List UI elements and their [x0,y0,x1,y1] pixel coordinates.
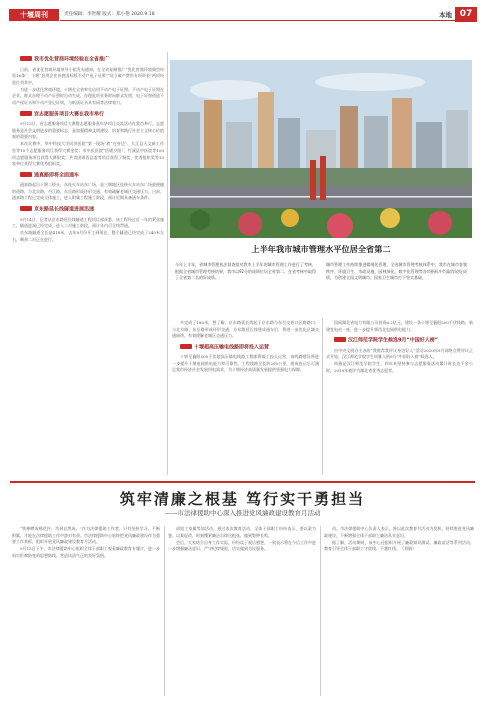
article-paragraph: 国网湖北省电力有限公司投资6.2亿元，建设一条十堰至襄阳500千伏线路，新建变电站一座，进一步提升鄂西北电网供电能力。 [326,320,473,332]
article-paragraph: 京东路隧道全长是418米，去年8月份开工到现在，整个隧道已经完成了240米左右，剩余二衬正在进行。 [12,230,164,242]
page-header [0,0,485,22]
city-photo [170,60,472,238]
section-divider [10,481,475,483]
column-divider [164,526,165,696]
right-column [326,320,473,375]
article-paragraph: 本次比赛中，华中科技大学同济医院“第一现场”救“在身边”、九江县天文新工作室等10个志愿服务项目获得大赛金奖；市中医医院“医暖夕阳”、竹溪县中医院等100项志愿服务项目获得大赛银奖；共青团郧西县委等项目获得了铜奖、优秀组织奖等13家单位获得大赛优秀组织奖。 [12,141,164,167]
article-paragraph: 9月13日，省志愿服务项目大赛暨志愿服务嘉年华项目交流活动在我市举行。志愿服务是社会文明进步的重要标志，是加强精神文明建设、培育和践行社会主义核心价值观的重要内容。 [12,121,164,140]
article-paragraph: 会后，大家结合自身工作实际，纷纷谈了观后感想，一致表示将在今后工作中进一步增强廉洁意识，严守纪律规矩，切实做到为民服务。 [168,539,316,552]
editors-line: 责任编辑：李世耀 版式：郑小艳 2020.9.18 [64,12,155,17]
article-paragraph: 日前，省优化营商环境领导小组发布通知，在全省复制推广“优化营商环境典型经验16条”，十堰“启用企业首套国标版不动产电子证照”“设立破产费用专项资金”两项经验位列其中。 [12,66,164,85]
left-column [12,52,164,244]
header-rule [60,20,455,21]
article-paragraph: 多完成了180米，想了解，京东路延长线起于京东路与东岳交界口区路路口，与北京路、东岳路形成环形交通，京东路延长线建成通车后，将进一步优化区域交通网络，有效缓解老城区交通压力。 [172,320,319,339]
article-paragraph: 周雅是汉江师范学院学生，四年来坚持参与志愿服务活动累计时长达千余小时，2019年被评为湖北省优秀志愿者。 [326,361,473,373]
city-skyline-image [170,60,472,238]
column-divider [322,318,323,475]
article-paragraph: 十堰至襄阳500千伏超高压输电线路工程即将竣工投入运营，该线路建设将进一步提升十堰电网供电能力和可靠性。工程线路全长约200公里，建成投运后可满足我市经济社会发展用电需求，为十堰经济高质量发展提供坚强电力保障。 [172,354,319,373]
photo-caption-title: 上半年我市城市管理水平位居全省第二 [251,244,391,254]
article-paragraph: 9月14日，记者从京东路延长线隧道工程项目部获悉，该工程经过近一年的紧张施工，隧道进洞已经完成，进入二衬施工阶段，预计年内可全线贯通。 [12,216,164,229]
article-title: 我市优化营商环境经验在全省推广 [12,56,164,64]
section-name: 本地 [439,11,452,19]
article-title: 汉江师范学院学生候选9月“中国好人榜” [326,337,473,345]
middle-column [172,320,319,375]
article-paragraph: 动。市法律援助中心负责人表示，将以此次教育月活动为契机，持续推进党风廉政建设，不断增强全体干部职工廉洁从业意识。 [324,526,474,538]
photo-caption-text [175,262,467,312]
bottom-headline: 筑牢清廉之根基 笃行实干勇担当 [119,490,366,508]
bottom-subhead: ——市法律援助中心深入推进党风廉政建设教育月活动 [164,509,321,517]
article-paragraph: 9月15日下午，市法律援助中心组织全体干部职工观看廉政教育专题片，进一步筑牢拒腐防变的思想防线，营造风清气正的良好氛围。 [12,546,160,558]
bottom-column-1 [12,526,160,560]
masthead-logo: 十堰周刊 [9,9,59,21]
article-paragraph: 通真路起自十堰二桥头，东连火车站东广场，是三堰地区连接火车站东广场最便捷的道路，与北京路、丹江路、东岳路形成环形交通，有效疏解老城区交通压力。日前，通真路工程已完成主体施工，进入附属工程施工阶段，预计近期具备通车条件。 [12,182,164,201]
bottom-column-3 [324,526,474,553]
bottom-column-2 [168,526,316,553]
article-paragraph: 由中央文明办主办的“我推荐我评议身边好人”活动2020年9月网络点赞评议正式开始，汉江师范学院学生周雅入围9月“中国好人榜”候选人。 [326,347,473,360]
article-paragraph: “铁棒磨成绣花针，功到自然成。”作为法律援助工作者，只有坚持学习、不断积累，才能在法律援助工作中游刃有余。市法律援助中心始终把党风廉政建设作为重要工作来抓，组织开展党风廉政建设教育月活动。 [12,526,160,545]
article-title: 通真路即将全面通车 [12,172,164,180]
page-number: 07 [455,7,477,22]
caption-left: 今年上半年，省城市管理执法督查组对我市上半年的城市管理工作进行了考核，根据全省城市管理考核结果，我市以92分的成绩位居全省第二，在省考核中取得了全省第二名的好成绩。 [175,262,316,281]
column-divider [167,52,168,475]
column-divider [320,526,321,696]
article-title: 十堰超高压输电线路即将投入运营 [172,344,319,352]
article-paragraph: 部组工家属等加活动。通过本次教育活动，全体干部职工纷纷表示，要以案为鉴、以案促改，时刻绷紧廉洁自律这根弦，做到警钟长鸣。 [168,526,316,538]
article-paragraph: 据了解，活动期间，该中心还组织开展了廉政知识测试、廉政谈话等系列活动，教育引导全体干部职工守底线、不越红线。（刘娟） [324,539,474,552]
caption-right: 城市管理工作持续推进精细化管理，全省城市管理考核体系中，我市在城市容貌秩序、环境卫生、市政设施、园林绿化、数字化管理等各项指标中均取得较好成绩，为创建全国文明城市、国家卫生城市打下坚实基础。 [326,262,467,281]
article-title: 宫志愿服务项目大赛在我市举行 [12,111,164,119]
article-paragraph: 为进一步优化营商环境，十堰在全省率先启用不动产电子证照。不动产电子证照在企业、群众办理不动产证照时自动生成，办理此项业务时向群众发照，电子证照创造不动产权证书和不动产登记证明，与纸质证书具有同等法律效力。 [12,86,164,105]
article-title: 京东路延长线隧道进展迅速 [12,206,164,214]
